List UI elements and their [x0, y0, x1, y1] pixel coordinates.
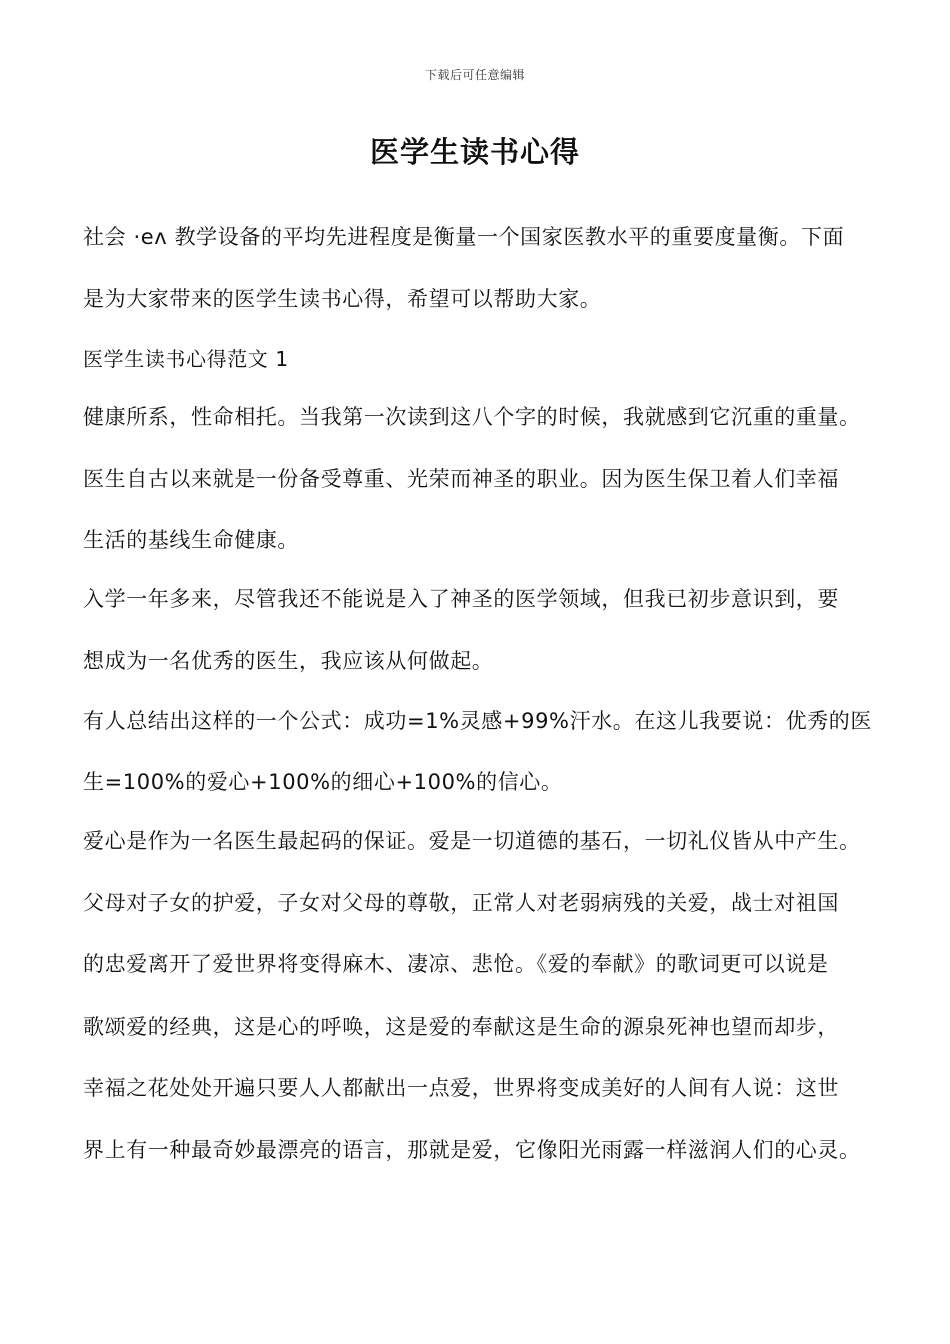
body-line: 的忠爱离开了爱世界将变得麻木、凄凉、悲怆。《爱的奉献》的歌词更可以说是 — [83, 952, 829, 976]
body-line: 健康所系，性命相托。当我第一次读到这八个字的时候，我就感到它沉重的重量。 — [83, 405, 861, 429]
body-line: 父母对子女的护爱，子女对父母的尊敬，正常人对老弱病残的关爱，战士对祖国 — [83, 891, 839, 915]
body-line: 有人总结出这样的一个公式：成功=1%灵感+99%汗水。在这儿我要说：优秀的医 — [83, 709, 872, 733]
body-line: 是为大家带来的医学生读书心得，希望可以帮助大家。 — [83, 287, 602, 311]
header-note: 下载后可任意编辑 — [424, 68, 525, 82]
body-line: 社会 ·eʌ 教学设备的平均先进程度是衡量一个国家医教水平的重要度量衡。下面 — [83, 225, 845, 249]
body-line: 生=100%的爱心+100%的细心+100%的信心。 — [83, 770, 563, 794]
document-title: 医学生读书心得 — [369, 135, 580, 169]
body-line: 界上有一种最奇妙最漂亮的语言，那就是爱，它像阳光雨露一样滋润人们的心灵。 — [83, 1138, 861, 1162]
body-line: 医生自古以来就是一份备受尊重、光荣而神圣的职业。因为医生保卫着人们幸福 — [83, 467, 839, 491]
body-line: 生活的基线生命健康。 — [83, 528, 299, 552]
body-line: 想成为一名优秀的医生，我应该从何做起。 — [83, 649, 494, 673]
section-heading: 医学生读书心得范文 1 — [83, 347, 289, 371]
body-line: 入学一年多来，尽管我还不能说是入了神圣的医学领域，但我已初步意识到，要 — [83, 587, 839, 611]
body-line: 幸福之花处处开遍只要人人都献出一点爱，世界将变成美好的人间有人说：这世 — [83, 1076, 839, 1100]
body-line: 爱心是作为一名医生最起码的保证。爱是一切道德的基石，一切礼仪皆从中产生。 — [83, 829, 861, 853]
body-line: 歌颂爱的经典，这是心的呼唤，这是爱的奉献这是生命的源泉死神也望而却步， — [83, 1015, 839, 1039]
